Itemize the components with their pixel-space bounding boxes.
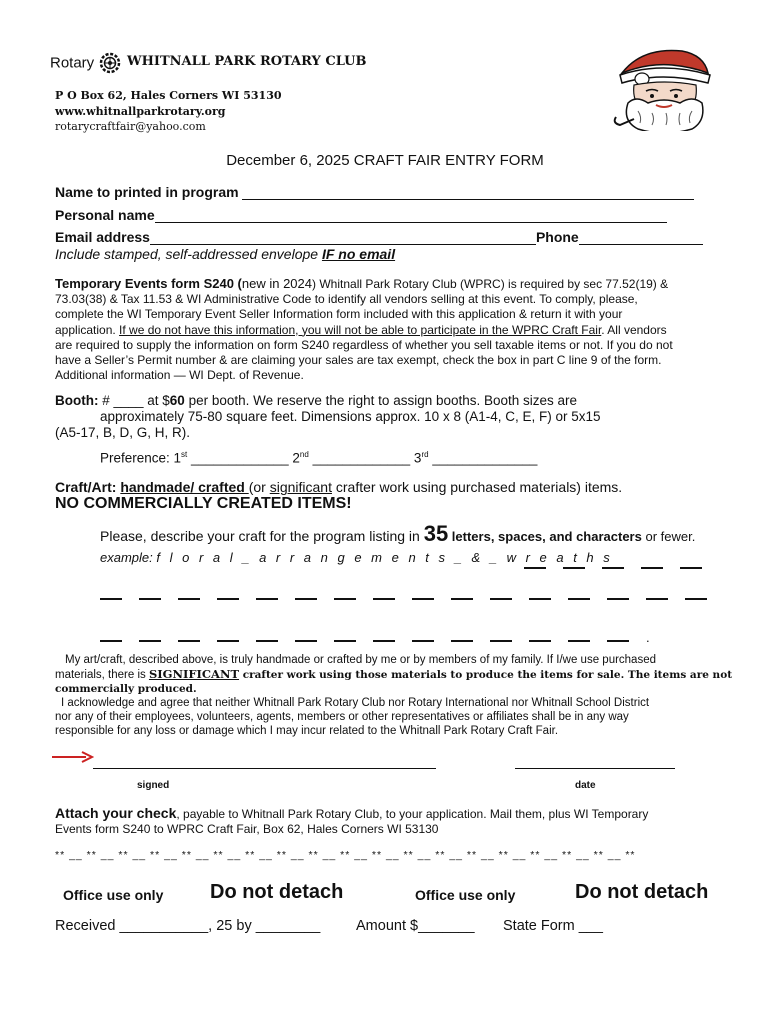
temp-events-lead: Temporary Events form S240 ( — [55, 276, 242, 291]
char-blank[interactable] — [217, 586, 239, 600]
describe-number: 35 — [423, 521, 449, 546]
club-website: www.whitnallparkrotary.org — [55, 105, 226, 118]
club-address: P O Box 62, Hales Corners WI 53130 — [55, 89, 282, 102]
char-blank[interactable] — [373, 628, 395, 642]
temp-events-line6: have a Seller’s Permit number & are claiming your sales are tax exempt, check the box in part C line 9 of the form. — [55, 353, 662, 368]
ack-significant: SIGNIFICANT — [148, 667, 240, 681]
arrow-icon — [52, 751, 94, 763]
char-blank[interactable] — [641, 555, 663, 569]
booth-label: Booth: — [55, 393, 99, 408]
booth-price: 60 — [169, 393, 185, 408]
phone-field[interactable] — [579, 230, 703, 245]
temp-events-line4-post: . All vendors — [601, 322, 667, 337]
preference-1-blank[interactable]: _____________ 2 — [187, 450, 300, 466]
char-blank[interactable] — [451, 586, 473, 600]
acknowledgement-section — [55, 653, 733, 738]
preference-label: Preference: 1 — [100, 450, 182, 466]
personal-name-row — [55, 207, 715, 223]
office-use-label-1: Office use only — [63, 887, 164, 903]
phone-label: Phone — [535, 229, 579, 245]
personal-name-field[interactable] — [155, 208, 667, 223]
envelope-note — [55, 246, 395, 262]
char-blank[interactable] — [334, 586, 356, 600]
char-blank[interactable] — [563, 555, 585, 569]
describe-line — [100, 521, 695, 547]
email-row — [55, 229, 725, 245]
char-blank[interactable] — [100, 586, 122, 600]
char-blank[interactable] — [529, 628, 551, 642]
temp-events-line7: Additional information — WI Dept. of Revenue. — [55, 368, 304, 383]
char-blank[interactable] — [646, 586, 668, 600]
ack-p1-c: commercially produced. — [55, 683, 197, 695]
char-blank-row-2[interactable] — [100, 628, 650, 647]
char-blank[interactable] — [451, 628, 473, 642]
char-blank[interactable] — [334, 628, 356, 642]
char-blank[interactable] — [139, 628, 161, 642]
char-blank[interactable] — [178, 628, 200, 642]
char-blank[interactable] — [490, 628, 512, 642]
char-blank[interactable] — [568, 628, 590, 642]
preference-st: st — [181, 450, 188, 459]
example-blanks[interactable] — [524, 555, 702, 574]
booth-text1: per booth. We reserve the right to assign booths. Booth sizes are — [184, 393, 578, 408]
ack-p1-b-post: crafter work using those materials to produce the items for sale. The items are not — [239, 669, 733, 681]
char-blank[interactable] — [295, 628, 317, 642]
signed-label: signed — [137, 780, 170, 791]
example-text: f l o r a l _ a r r a n g e m e n t s _ & _ w r e a t h s — [156, 550, 613, 565]
craft-line — [55, 479, 622, 495]
rotary-wheel-icon — [99, 52, 121, 74]
char-blank[interactable] — [373, 586, 395, 600]
check-text1: , payable to Whitnall Park Rotary Club, to your application. Mail them, plus WI Temporary — [176, 807, 649, 821]
preference-2-blank[interactable]: _____________ 3 — [308, 450, 422, 466]
char-blank[interactable] — [568, 586, 590, 600]
ack-p1-b-pre: materials, there is — [55, 669, 149, 681]
booth-text2: approximately 75-80 square feet. Dimensions approx. 10 x 8 (A1-4, C, E, F) or 5x15 — [100, 409, 601, 424]
check-section — [55, 806, 725, 837]
email-label: Email address — [55, 229, 150, 245]
do-not-detach-2: Do not detach — [575, 881, 709, 903]
describe-pre: Please, describe your craft for the program listing in — [100, 528, 424, 544]
example-label: example: — [100, 550, 157, 565]
booth-number-blank[interactable]: # ____ at $ — [98, 393, 170, 408]
state-form-field[interactable]: State Form ___ — [503, 918, 603, 934]
char-blank[interactable] — [680, 555, 702, 569]
temp-events-section — [55, 276, 725, 383]
craft-handmade: handmade/ crafted — [120, 479, 249, 495]
char-blank[interactable] — [607, 628, 629, 642]
temp-events-line2: 73.03(38) & Tax 11.53 & WI Administrative Code to identify all vendors selling at this event. To comply, please, — [55, 292, 638, 307]
club-email: rotarycraftfair@yahoo.com — [55, 120, 206, 133]
describe-post: or fewer. — [641, 529, 696, 544]
booth-text3: (A5-17, B, D, G, H, R). — [55, 425, 191, 440]
temp-events-lead-rest: ) Whitnall Park Rotary Club (WPRC) is required by sec 77.52(19) & — [312, 277, 669, 291]
date-line[interactable] — [515, 768, 675, 769]
craft-significant: significant — [269, 479, 332, 495]
booth-section — [55, 393, 725, 467]
char-blank[interactable] — [178, 586, 200, 600]
temp-events-line5: are required to supply the information on form S240 regardless of whether you sell taxable items or not. If you do not — [55, 337, 673, 352]
amount-field[interactable]: Amount $_______ — [356, 918, 475, 934]
char-blank[interactable] — [217, 628, 239, 642]
craft-label: Craft/Art: — [55, 479, 117, 495]
santa-image — [612, 45, 716, 131]
temp-events-line4-underlined: If we do not have this information, you will not be able to participate in the WPRC Craft Fair — [119, 322, 602, 337]
char-blank[interactable] — [412, 628, 434, 642]
ack-p1-a: My art/craft, described above, is truly handmade or crafted by me or by members of my family. If I/we use purchased — [65, 654, 656, 666]
temp-events-line3: complete the WI Temporary Event Seller Information form included with this application & return it with your — [55, 307, 623, 322]
no-commercial-heading: NO COMMERCIALLY CREATED ITEMS! — [55, 495, 352, 512]
char-blank[interactable] — [139, 586, 161, 600]
check-label: Attach your check — [55, 805, 177, 821]
preference-rd: rd — [421, 450, 429, 459]
char-blank[interactable] — [100, 628, 122, 642]
signature-line[interactable] — [93, 768, 436, 769]
personal-name-label: Personal name — [55, 207, 155, 223]
char-blank[interactable] — [256, 628, 278, 642]
ack-p2-b: nor any of their employees, volunteers, agents, members or other representatives or affiliates shall be in any way — [55, 711, 629, 723]
envelope-note-text: Include stamped, self-addressed envelope — [55, 246, 322, 262]
char-blank[interactable] — [524, 555, 546, 569]
craft-paren-pre: (or — [248, 479, 270, 495]
describe-bold: letters, spaces, and characters — [448, 529, 642, 544]
rotary-logo — [50, 52, 121, 76]
craft-paren-post: crafter work using purchased materials) items. — [331, 479, 623, 495]
char-blank[interactable] — [607, 586, 629, 600]
name-program-field[interactable] — [242, 185, 694, 200]
do-not-detach-1: Do not detach — [210, 881, 344, 903]
email-field[interactable] — [150, 230, 536, 245]
temp-events-new: new in 2024 — [241, 276, 313, 291]
char-blank-row-1[interactable] — [100, 586, 707, 605]
received-field[interactable]: Received ___________, 25 by ________ — [55, 918, 321, 934]
date-label: date — [575, 780, 596, 791]
rotary-logo-text: Rotary — [50, 54, 95, 72]
detach-separator: ** __ ** __ ** __ ** __ ** __ ** __ ** __ ** __ ** __ ** __ ** __ ** __ ** __ ** __ ** __ ** __ ** __ ** __ ** — [55, 849, 636, 861]
ack-p2-c: responsible for any loss or damage which I may incur related to the Whitnall Park Rotary Craft Fair. — [55, 725, 559, 737]
form-title: December 6, 2025 CRAFT FAIR ENTRY FORM — [226, 152, 544, 169]
char-blank[interactable] — [602, 555, 624, 569]
name-program-row — [55, 184, 715, 200]
name-program-label: Name to printed in program — [55, 184, 239, 200]
check-text2: Events form S240 to WPRC Craft Fair, Box 62, Hales Corners WI 53130 — [55, 822, 439, 836]
ack-p2-a: I acknowledge and agree that neither Whitnall Park Rotary Club nor Rotary International nor Whitnall School District — [61, 697, 650, 709]
temp-events-line4-pre: application. — [55, 322, 120, 337]
club-name: WHITNALL PARK ROTARY CLUB — [127, 54, 367, 69]
envelope-note-emph: IF no email — [321, 246, 396, 262]
char-blank[interactable] — [490, 586, 512, 600]
preference-3-blank[interactable]: ______________ — [428, 450, 538, 466]
booth-preference-row — [55, 447, 725, 467]
blank-period: . — [646, 630, 650, 645]
char-blank[interactable] — [529, 586, 551, 600]
office-use-label-2: Office use only — [415, 887, 516, 903]
char-blank[interactable] — [412, 586, 434, 600]
char-blank[interactable] — [295, 586, 317, 600]
preference-nd: nd — [299, 450, 309, 459]
char-blank[interactable] — [685, 586, 707, 600]
char-blank[interactable] — [256, 586, 278, 600]
